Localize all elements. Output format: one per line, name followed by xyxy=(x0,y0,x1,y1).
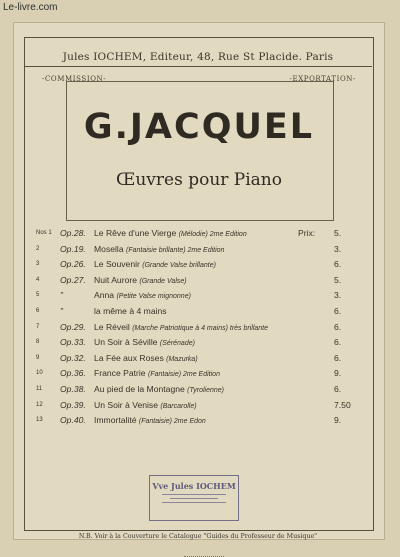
work-price: 6. xyxy=(334,383,342,394)
work-title-group xyxy=(94,290,191,300)
opus-number: Op.28. xyxy=(60,228,86,238)
opus-number: " xyxy=(60,290,64,301)
opus-number: Op.19. xyxy=(60,243,86,254)
work-price: 3. xyxy=(334,290,342,301)
stamp-name: Vve Jules IOCHEM xyxy=(152,481,236,491)
work-price: 5. xyxy=(334,228,342,238)
price-label: Prix: xyxy=(298,228,316,238)
opus-number: Op.29. xyxy=(60,321,86,332)
catalogue-footnote: N.B. Voir à la Couverture le Catalogue "Guides du Professeur de Musique" xyxy=(78,533,318,540)
work-subtitle: (Marche Patriotique à 4 mains) très brillante xyxy=(132,324,268,332)
work-subtitle: (Sérénade) xyxy=(159,340,195,348)
watermark-text: Le-livre.com xyxy=(3,2,58,13)
exportation-label: -EXPORTATION- xyxy=(289,75,356,83)
title-box xyxy=(66,81,334,221)
work-number: 2 xyxy=(36,245,40,252)
work-row xyxy=(36,400,366,416)
work-subtitle: (Mélodie) 2me Edition xyxy=(178,231,247,238)
work-row xyxy=(36,415,366,431)
work-title-group xyxy=(94,337,195,347)
work-subtitle: (Fantaisie brillante) 2me Edition xyxy=(126,246,225,254)
work-subtitle: (Petite Valse mignonne) xyxy=(116,293,191,301)
work-title-group xyxy=(94,259,216,269)
work-row xyxy=(36,337,366,353)
composer-name: G.JACQUEL xyxy=(83,107,315,147)
work-price: 7.50 xyxy=(334,399,351,410)
work-price: 6. xyxy=(334,321,342,332)
header-rule xyxy=(24,66,372,67)
work-price: 6. xyxy=(334,337,342,348)
opus-number: Op.32. xyxy=(60,352,86,363)
work-subtitle: (Fantaisie) 2me Edition xyxy=(147,371,220,379)
stamp-line xyxy=(162,494,226,495)
work-price: 3. xyxy=(334,243,342,254)
work-number: Nos 1 xyxy=(36,230,52,236)
work-number: 5 xyxy=(36,292,40,299)
work-row xyxy=(36,259,366,275)
work-number: 13 xyxy=(36,417,43,424)
work-title-group xyxy=(94,415,206,425)
work-title-group xyxy=(94,368,220,378)
work-title: Le Réveil xyxy=(94,321,130,332)
work-title: Nuit Aurore xyxy=(94,274,137,285)
work-row xyxy=(36,384,366,400)
work-price: 6. xyxy=(334,305,342,316)
commission-label: -COMMISSION- xyxy=(42,75,107,83)
opus-number: Op.26. xyxy=(60,259,86,270)
work-title: Immortalité xyxy=(94,415,137,426)
opus-number: Op.27. xyxy=(60,274,86,285)
stamp-line xyxy=(162,502,226,503)
work-number: 10 xyxy=(36,370,43,377)
work-number: 3 xyxy=(36,261,40,268)
work-price: 5. xyxy=(334,274,342,285)
work-row xyxy=(36,322,366,338)
work-title: Un Soir à Séville xyxy=(94,337,158,348)
work-price: 6. xyxy=(334,259,342,270)
work-title: Le Rêve d'une Vierge xyxy=(94,228,177,238)
work-subtitle: (Tyrolienne) xyxy=(187,386,224,394)
work-title: Un Soir à Venise xyxy=(94,399,159,410)
work-row xyxy=(36,228,366,244)
work-title: Au pied de la Montagne xyxy=(94,383,185,394)
work-title: Le Souvenir xyxy=(94,259,140,270)
opus-number: " xyxy=(60,305,64,316)
work-title: Anna xyxy=(94,290,115,301)
work-number: 11 xyxy=(36,385,43,392)
work-subtitle: (Grande Valse) xyxy=(139,277,187,285)
opus-number: Op.40. xyxy=(60,415,86,426)
work-title: La Fée aux Roses xyxy=(94,352,164,363)
work-title-group xyxy=(94,353,198,363)
work-row xyxy=(36,290,366,306)
work-number: 9 xyxy=(36,354,40,361)
opus-number: Op.39. xyxy=(60,399,86,410)
work-row xyxy=(36,368,366,384)
work-number: 12 xyxy=(36,401,43,408)
opus-number: Op.38. xyxy=(60,383,86,394)
work-subtitle: (Mazurka) xyxy=(166,355,198,363)
work-title: France Patrie xyxy=(94,368,146,379)
publisher-stamp xyxy=(149,475,239,521)
work-subtitle: (Grande Valse brillante) xyxy=(142,262,216,270)
work-number: 8 xyxy=(36,339,40,346)
work-number: 6 xyxy=(36,307,40,314)
works-list xyxy=(36,228,366,431)
work-title-group xyxy=(94,384,224,394)
work-number: 4 xyxy=(36,276,40,283)
work-row xyxy=(36,244,366,260)
work-title-group xyxy=(94,228,247,238)
cover-subtitle: Œuvres pour Piano xyxy=(116,170,282,190)
work-title-group xyxy=(94,400,197,410)
work-title-group xyxy=(94,275,187,285)
work-title-group xyxy=(94,306,167,316)
stamp-line xyxy=(170,498,218,499)
work-price: 9. xyxy=(334,368,342,379)
work-row xyxy=(36,275,366,291)
publisher-line: Jules IOCHEM, Editeur, 48, Rue St Placide. Paris xyxy=(62,51,334,63)
work-subtitle: (Barcarolle) xyxy=(160,402,197,410)
opus-number: Op.36. xyxy=(60,368,86,379)
work-subtitle: (Fantaisie) 2me Edon xyxy=(138,418,206,426)
work-title: la même à 4 mains xyxy=(94,305,167,316)
work-title-group xyxy=(94,322,268,332)
work-title: Mosella xyxy=(94,243,124,254)
work-price: 6. xyxy=(334,352,342,363)
opus-number: Op.33. xyxy=(60,337,86,348)
work-row xyxy=(36,306,366,322)
work-row xyxy=(36,353,366,369)
work-price: 9. xyxy=(334,415,342,426)
work-number: 7 xyxy=(36,323,40,330)
sheet-music-cover xyxy=(13,22,385,540)
work-title-group xyxy=(94,244,224,254)
